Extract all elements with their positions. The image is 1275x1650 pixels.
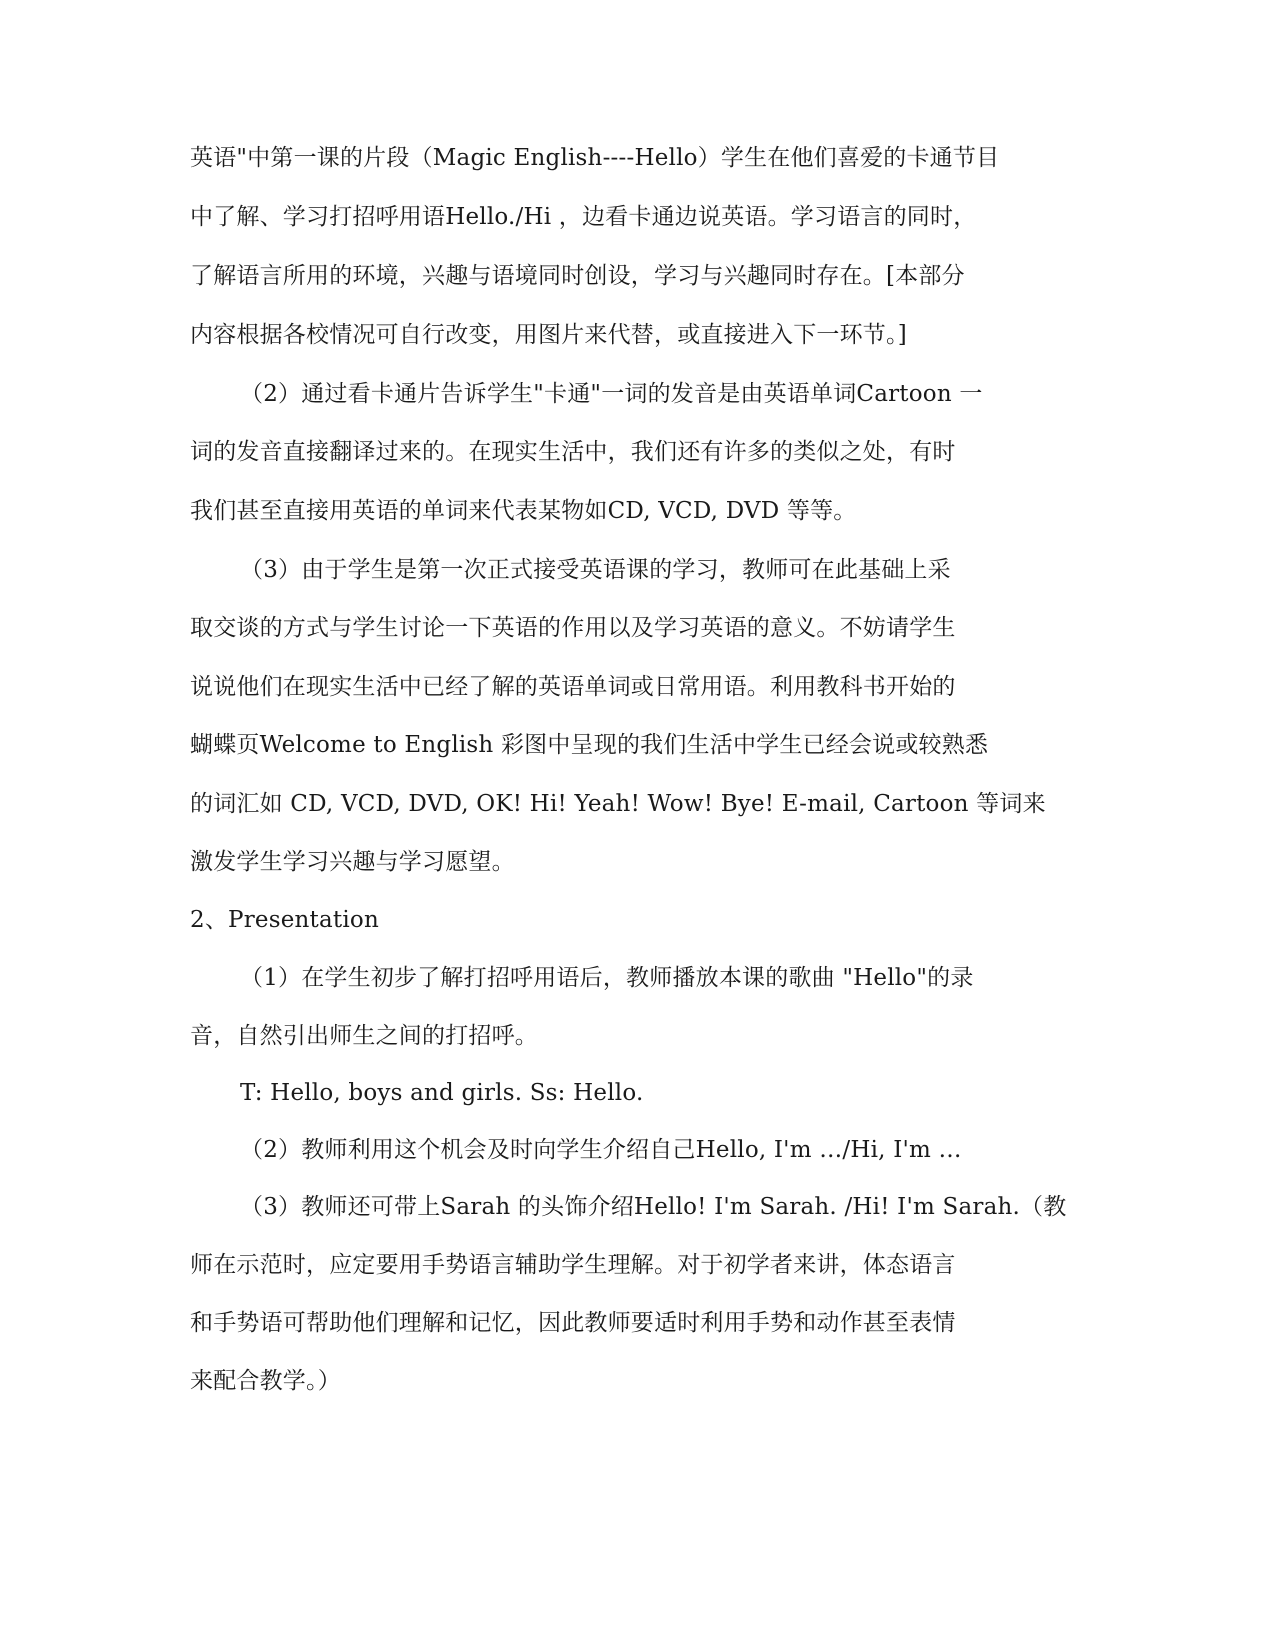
paragraph-start-line: （2）通过看卡通片告诉学生"卡通"一词的发音是由英语单词Cartoon 一 <box>240 381 983 407</box>
paragraph-start-line: （2）教师利用这个机会及时向学生介绍自己Hello, I'm …/Hi, I'm … <box>240 1137 962 1163</box>
text-line: 激发学生学习兴趣与学习愿望。 <box>190 849 515 875</box>
text-line: 音，自然引出师生之间的打招呼。 <box>190 1023 538 1049</box>
text-line: 中了解、学习打招呼用语Hello./Hi ，边看卡通边说英语。学习语言的同时， <box>190 204 977 230</box>
text-line: 来配合教学。） <box>190 1368 341 1394</box>
text-line: 英语"中第一课的片段（Magic English----Hello）学生在他们喜爱的卡通节目 <box>190 145 1000 171</box>
text-line: 词的发音直接翻译过来的。在现实生活中，我们还有许多的类似之处，有时 <box>190 439 956 465</box>
paragraph-start-line: （3）教师还可带上Sarah 的头饰介绍Hello! I'm Sarah. /Hi! I'm Sarah.（教 <box>240 1194 1067 1220</box>
text-line: 我们甚至直接用英语的单词来代表某物如CD, VCD, DVD 等等。 <box>190 498 857 524</box>
paragraph-start-line: （1）在学生初步了解打招呼用语后，教师播放本课的歌曲 "Hello"的录 <box>240 965 974 991</box>
text-line: 和手势语可帮助他们理解和记忆，因此教师要适时利用手势和动作甚至表情 <box>190 1310 956 1336</box>
text-line: 师在示范时，应定要用手势语言辅助学生理解。对于初学者来讲，体态语言 <box>190 1252 956 1278</box>
text-line: 说说他们在现实生活中已经了解的英语单词或日常用语。利用教科书开始的 <box>190 674 956 700</box>
text-line: 取交谈的方式与学生讨论一下英语的作用以及学习英语的意义。不妨请学生 <box>190 615 956 641</box>
text-line: 的词汇如 CD, VCD, DVD, OK! Hi! Yeah! Wow! Bye! E-mail, Cartoon 等词来 <box>190 791 1046 817</box>
text-line: 了解语言所用的环境，兴趣与语境同时创设，学习与兴趣同时存在。[本部分 <box>190 263 965 289</box>
text-line: 内容根据各校情况可自行改变，用图片来代替，或直接进入下一环节。] <box>190 322 907 348</box>
paragraph-start-line: （3）由于学生是第一次正式接受英语课的学习，教师可在此基础上采 <box>240 557 951 583</box>
section-heading: 2、Presentation <box>190 907 379 933</box>
text-line: 蝴蝶页Welcome to English 彩图中呈现的我们生活中学生已经会说或较熟悉 <box>190 732 989 758</box>
dialogue-line: T: Hello, boys and girls. Ss: Hello. <box>240 1080 644 1106</box>
